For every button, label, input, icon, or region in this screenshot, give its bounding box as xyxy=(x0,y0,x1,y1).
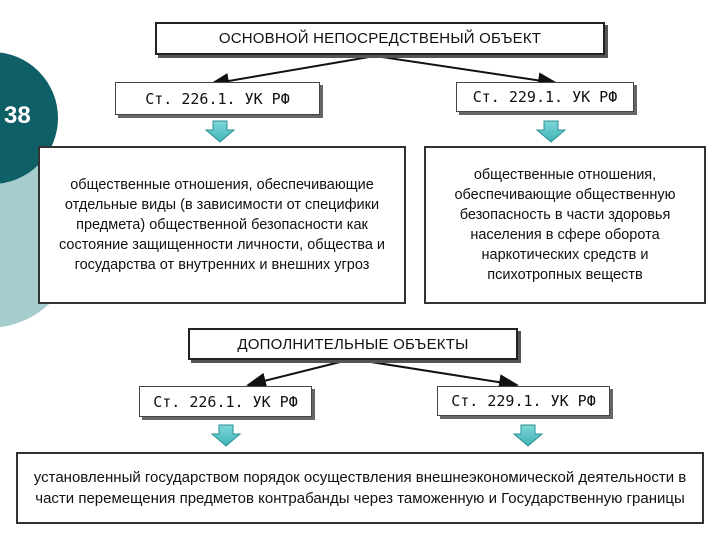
additional-right-article: Ст. 229.1. УК РФ xyxy=(437,386,610,416)
down-arrow-1 xyxy=(206,121,234,142)
additional-left-article: Ст. 226.1. УК РФ xyxy=(139,386,312,417)
down-arrow-2 xyxy=(537,121,565,142)
main-right-article: Ст. 229.1. УК РФ xyxy=(456,82,634,112)
arrow-main-right xyxy=(375,56,556,83)
arrow-main-left xyxy=(211,56,375,84)
additional-objects-header: ДОПОЛНИТЕЛЬНЫЕ ОБЪЕКТЫ xyxy=(188,328,518,360)
main-right-description: общественные отношения, обеспечивающие общественную безопасность в части здоровья населения в сфере оборота наркотических средств и психотропных веществ xyxy=(424,146,706,304)
additional-description: установленный государством порядок осуществления внешнеэкономической деятельности в части перемещения предметов контрабанды через таможенную и Государственную границы xyxy=(16,452,704,524)
main-object-header: ОСНОВНОЙ НЕПОСРЕДСТВЕНЫЙ ОБЪЕКТ xyxy=(155,22,605,55)
slide-number: 38 xyxy=(4,102,31,129)
arrow-add-right xyxy=(352,359,517,385)
down-arrow-4 xyxy=(514,425,542,446)
arrow-add-left xyxy=(248,359,352,385)
main-left-description: общественные отношения, обеспечивающие отдельные виды (в зависимости от специфики предмета) общественной безопасности как состояние защищенности личности, общества и государства от внутренних и внешних угроз xyxy=(38,146,406,304)
down-arrow-3 xyxy=(212,425,240,446)
main-left-article: Ст. 226.1. УК РФ xyxy=(115,82,320,115)
